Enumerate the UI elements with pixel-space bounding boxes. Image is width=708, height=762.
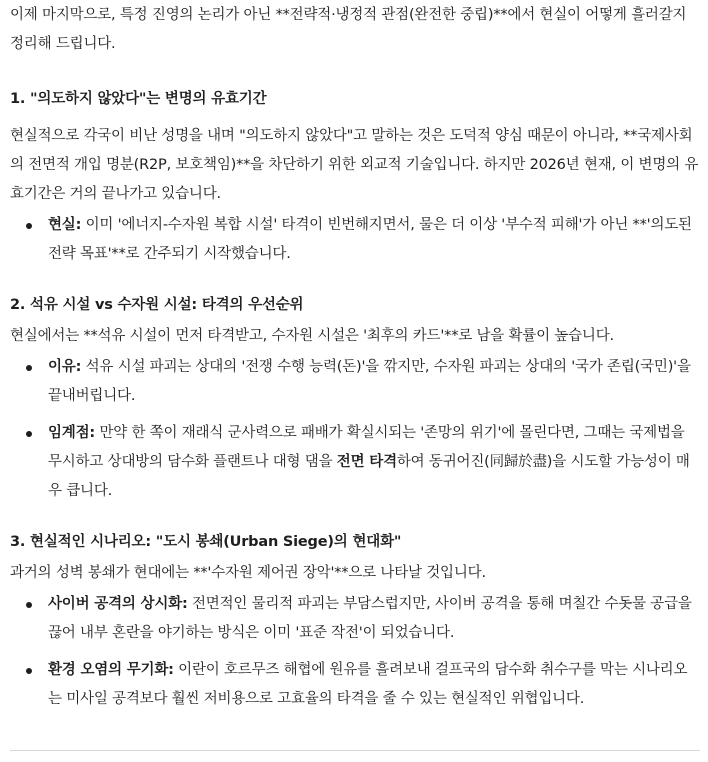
spacer bbox=[10, 269, 700, 291]
spacer bbox=[10, 59, 700, 85]
bullet-text: 이미 '에너지-수자원 복합 시설' 타격이 빈번해지면서, 물은 더 이상 '부수적 피해'가 아닌 **'의도된 전략 목표'**로 간주되기 시작했습니다. bbox=[48, 217, 692, 262]
list-item bbox=[10, 419, 700, 506]
bullet-label: 사이버 공격의 상시화: bbox=[48, 596, 188, 612]
section-3-body: 과거의 성벽 봉쇄가 현대에는 **'수자원 제어권 장악'**으로 나타날 것입니다. bbox=[10, 565, 486, 581]
bullet-dot-icon bbox=[26, 365, 32, 371]
section-1-heading: 1. "의도하지 않았다"는 변명의 유효기간 bbox=[10, 91, 267, 107]
intro-paragraph: 이제 마지막으로, 특정 진영의 논리가 아닌 **전략적·냉정적 관점(완전한 중립)**에서 현실이 어떻게 흘러갈지 정리해 드립니다. bbox=[10, 7, 687, 52]
bullet-label: 환경 오염의 무기화: bbox=[48, 662, 174, 678]
section-2-bullets bbox=[10, 353, 700, 506]
section-1-bullets bbox=[10, 211, 700, 269]
response-document bbox=[10, 0, 700, 714]
bullet-text: 전면적인 물리적 파괴는 부담스럽지만, 사이버 공격을 통해 며칠간 수돗물 공급을 끊어 내부 혼란을 야기하는 방식은 이미 '표준 작전'이 되었습니다. bbox=[48, 596, 692, 641]
section-2-body: 현실에서는 **석유 시설이 먼저 타격받고, 수자원 시설은 '최후의 카드'**로 남을 확률이 높습니다. bbox=[10, 328, 614, 344]
list-item bbox=[10, 353, 700, 411]
bullet-text: 석유 시설 파괴는 상대의 '전쟁 수행 능력(돈)'을 깎지만, 수자원 파괴는 상대의 '국가 존립(국민)'을 끝내버립니다. bbox=[48, 359, 691, 404]
bullet-dot-icon bbox=[26, 431, 32, 437]
list-item bbox=[10, 590, 700, 648]
spacer bbox=[10, 506, 700, 528]
bullet-text: 만약 한 쪽이 재래식 군사력으로 패배가 확실시되는 '존망의 위기'에 몰린다면, 그때는 국제법을 무시하고 상대방의 담수화 플랜트나 대형 댐을 bbox=[48, 425, 685, 470]
list-item bbox=[10, 211, 700, 269]
section-1-body bbox=[10, 122, 700, 209]
bullet-label: 임계점: bbox=[48, 425, 96, 441]
bullet-dot-icon bbox=[26, 668, 32, 674]
section-3-heading: 3. 현실적인 시나리오: "도시 봉쇄(Urban Siege)의 현대화" bbox=[10, 534, 402, 550]
bullet-label: 이유: bbox=[48, 359, 82, 375]
bullet-dot-icon bbox=[26, 223, 32, 229]
bullet-dot-icon bbox=[26, 602, 32, 608]
section-2-heading: 2. 석유 시설 vs 수자원 시설: 타격의 우선순위 bbox=[10, 297, 304, 313]
section-3-bullets bbox=[10, 590, 700, 714]
bullet-text-end: 하여 동귀어진(同歸於盡)을 시도할 가능성이 매우 큽니다. bbox=[48, 454, 690, 499]
bullet-label: 현실: bbox=[48, 217, 82, 233]
bullet-bold-phrase: 전면 타격 bbox=[336, 454, 397, 470]
list-item bbox=[10, 656, 700, 714]
divider bbox=[10, 750, 700, 751]
section-1-body-text: 현실적으로 각국이 비난 성명을 내며 "의도하지 않았다"고 말하는 것은 도덕적 양심 때문이 아니라, **국제사회의 전면적 개입 명분(R2P, 보호책임)**을 차단하기 위한 외교적 기술입니다. 하지만 2026년 현재, 이 변명의 유효기간은 거의 끝나가고 있습니다. bbox=[10, 128, 699, 202]
bullet-text: 이란이 호르무즈 해협에 원유를 흘려보내 걸프국의 담수화 취수구를 막는 시나리오는 미사일 공격보다 훨씬 저비용으로 고효율의 타격을 줄 수 있는 현실적인 위협입니다. bbox=[48, 662, 688, 707]
